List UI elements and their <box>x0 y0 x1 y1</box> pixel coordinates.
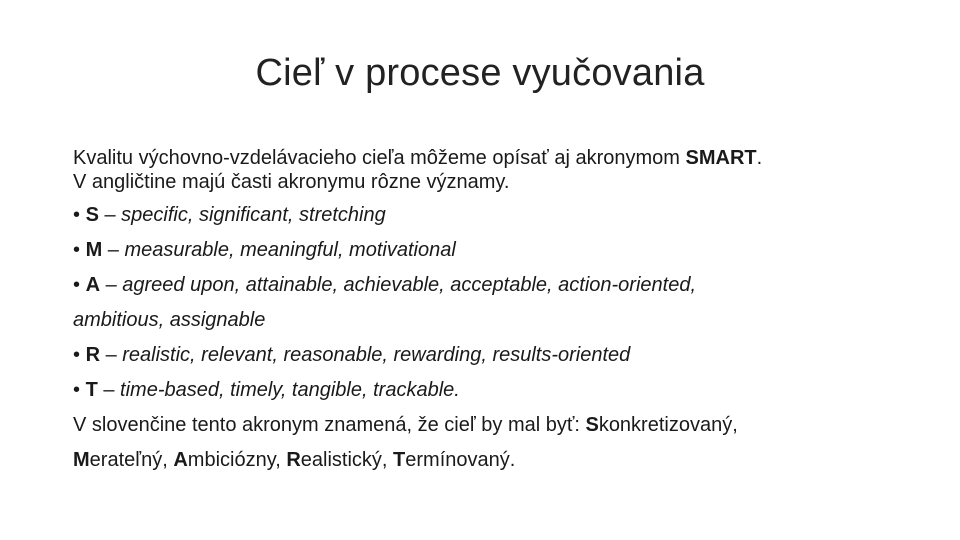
bullet-marker: • <box>73 239 86 261</box>
bullet-marker: • <box>73 274 86 296</box>
closing-prefix: V slovenčine tento akronym znamená, že cieľ by mal byť: <box>73 414 586 436</box>
closing-letter-t: T <box>393 449 406 471</box>
closing-letter-s: S <box>585 414 599 436</box>
intro-text: Kvalitu výchovno-vzdelávacieho cieľa môžeme opísať aj akronymom <box>73 147 686 169</box>
bullet-letter: M <box>85 239 103 261</box>
bullet-a-continuation <box>73 303 903 338</box>
bullet-marker: • <box>73 344 86 366</box>
bullet-letter: R <box>85 344 101 366</box>
closing-word-a: mbiciózny, <box>187 449 287 471</box>
bullet-meaning: time-based, timely, tangible, trackable. <box>120 379 460 401</box>
bullet-m <box>73 233 903 268</box>
bullet-meaning: agreed upon, attainable, achievable, acceptable, action-oriented, <box>122 274 697 296</box>
bullet-meaning-cont: ambitious, assignable <box>73 309 266 331</box>
bullet-dash: – <box>97 379 121 401</box>
closing-word-s: konkretizovaný, <box>598 414 738 436</box>
bullet-a <box>73 268 903 303</box>
bullet-dash: – <box>100 274 123 296</box>
bullet-letter: S <box>85 204 99 226</box>
closing-line-1 <box>73 408 903 443</box>
bullet-t <box>73 373 903 408</box>
closing-word-r: ealistický, <box>300 449 394 471</box>
closing-word-m: erateľný, <box>89 449 174 471</box>
bullet-r <box>73 338 903 373</box>
closing-letter-m: M <box>73 449 90 471</box>
bullet-marker: • <box>73 204 86 226</box>
bullet-dash: – <box>98 204 122 226</box>
closing-word-t: ermínovaný. <box>405 449 516 471</box>
acronym-smart: SMART <box>685 147 757 169</box>
intro-line-1 <box>73 146 903 170</box>
closing-letter-a: A <box>173 449 188 471</box>
slide-body <box>73 146 903 478</box>
bullet-meaning: specific, significant, stretching <box>121 204 386 226</box>
intro-period: . <box>756 147 763 169</box>
intro-line-2: V angličtine majú časti akronymu rôzne významy. <box>73 171 510 193</box>
bullet-dash: – <box>100 344 123 366</box>
bullet-letter: A <box>85 274 101 296</box>
bullet-letter: T <box>85 379 98 401</box>
slide-title: Cieľ v procese vyučovania <box>255 52 705 94</box>
closing-line-2 <box>73 443 903 478</box>
bullet-marker: • <box>73 379 86 401</box>
bullet-s <box>73 198 903 233</box>
bullet-meaning: realistic, relevant, reasonable, rewarding, results-oriented <box>122 344 631 366</box>
bullet-dash: – <box>102 239 125 261</box>
bullet-meaning: measurable, meaningful, motivational <box>124 239 456 261</box>
closing-letter-r: R <box>286 449 301 471</box>
